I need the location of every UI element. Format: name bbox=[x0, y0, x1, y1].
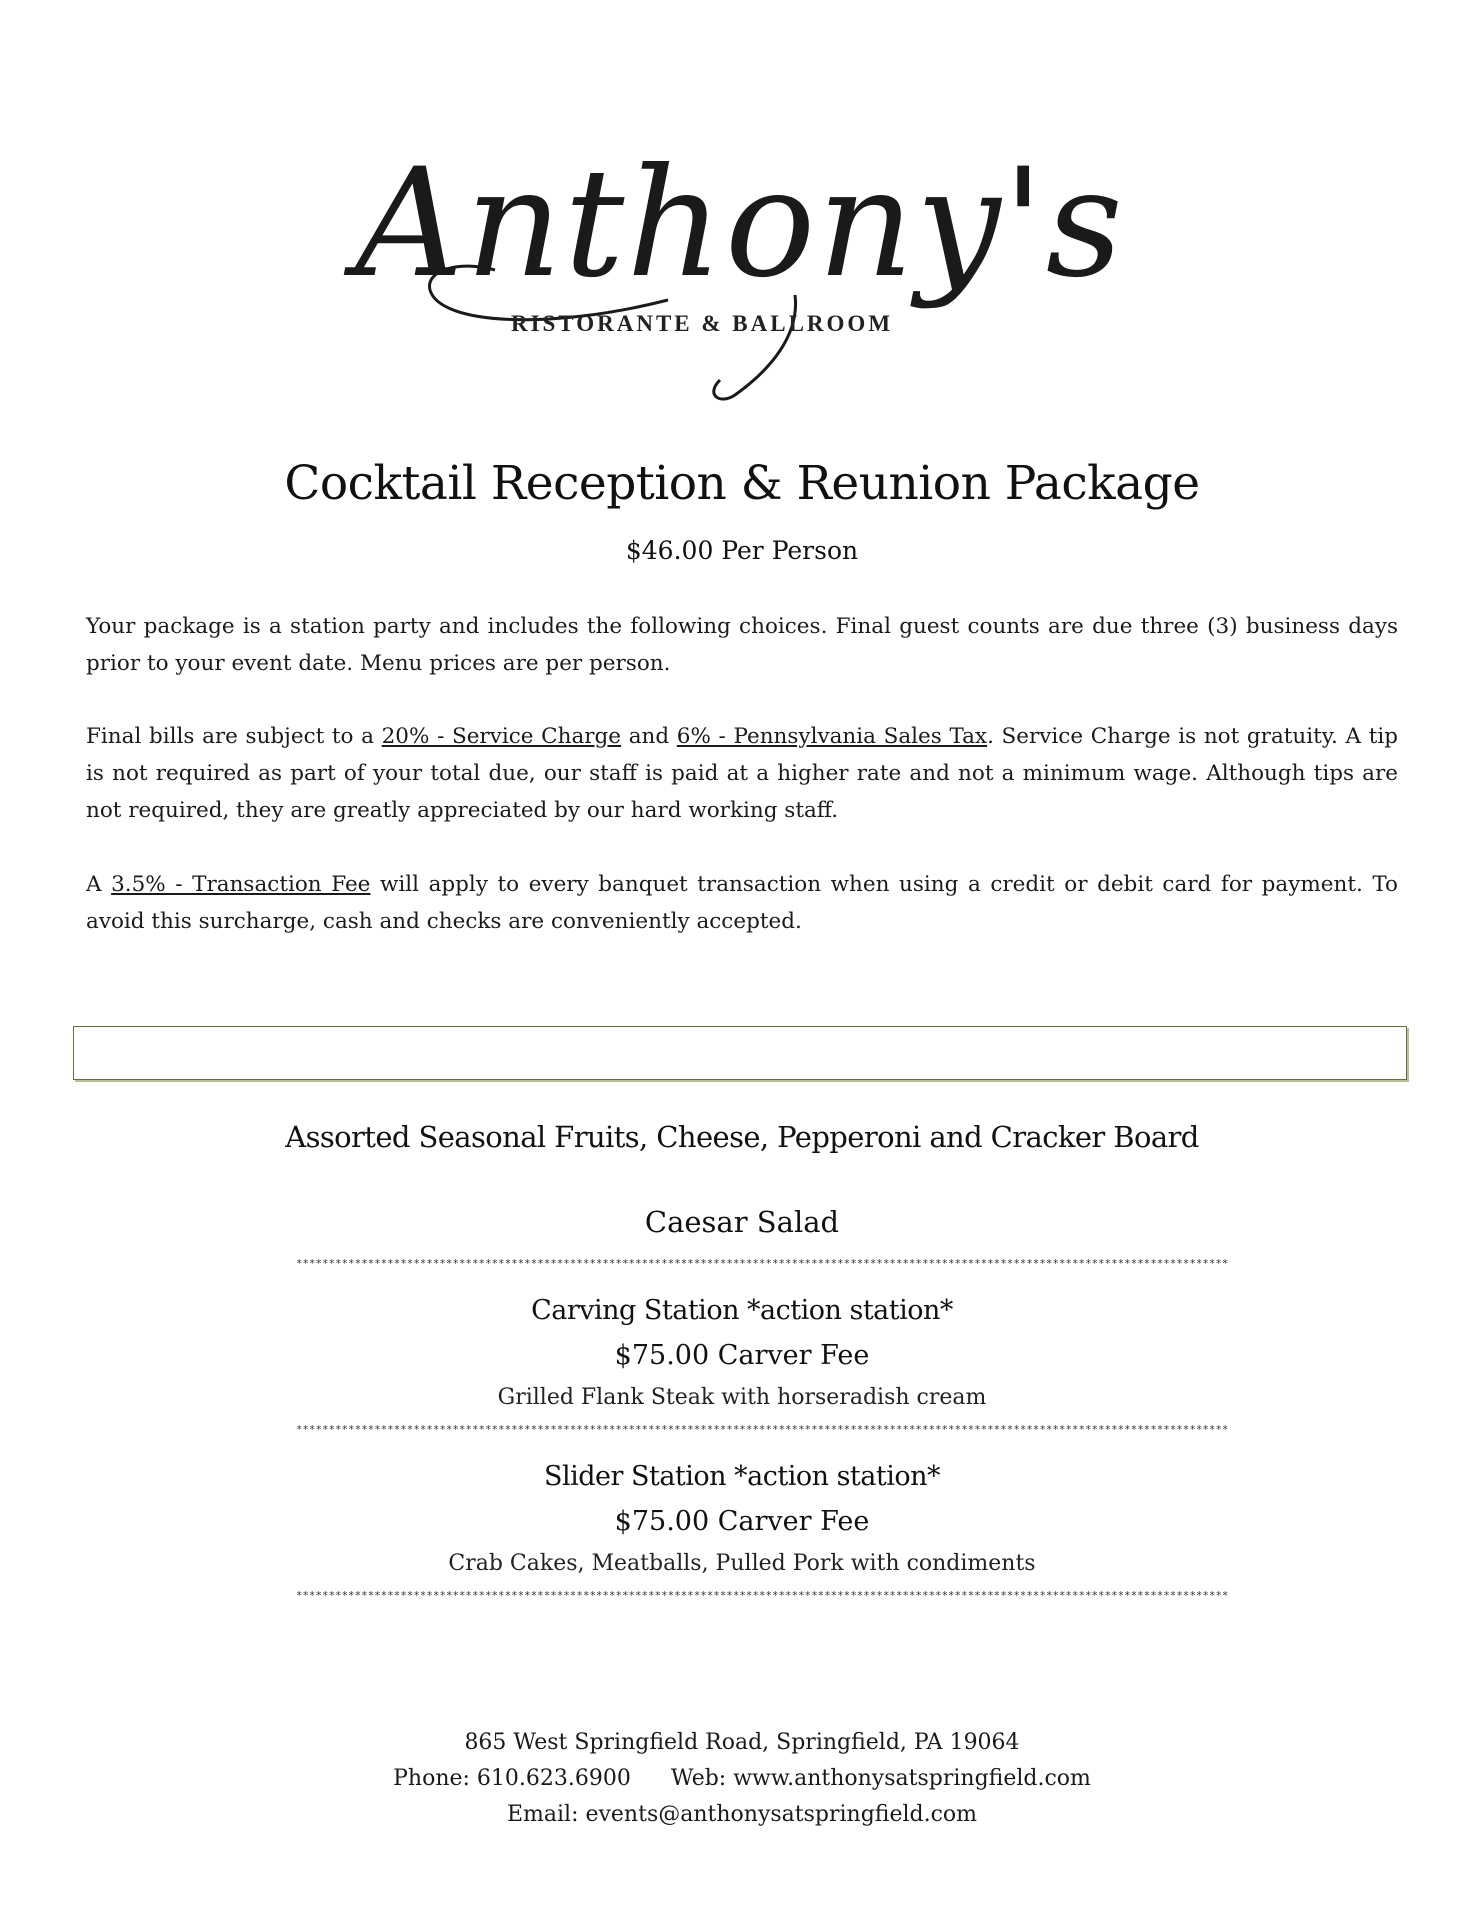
separator-line: *********************************************************************************************************************************************** bbox=[296, 1424, 1229, 1436]
fees-text-lead: Final bills are subject to a bbox=[86, 724, 382, 749]
menu-item-salad: Caesar Salad bbox=[644, 1205, 840, 1239]
restaurant-logo bbox=[355, 95, 1125, 415]
sales-tax-text: 6% - Pennsylvania Sales Tax bbox=[676, 724, 988, 749]
logo-subtitle: RISTORANTE & BALLROOM bbox=[510, 311, 894, 336]
slider-station-title: Slider Station *action station* bbox=[543, 1461, 941, 1492]
transaction-text-rest: will apply to every banquet transaction when using a credit or debit card for payment. To avoid this surcharge, cash and checks are conveniently accepted. bbox=[86, 872, 1398, 934]
footer-web-link[interactable]: Web: www.anthonysatspringfield.com bbox=[670, 1766, 1091, 1791]
footer-phone: Phone: 610.623.6900 bbox=[393, 1766, 631, 1791]
carving-station-title: Carving Station *action station* bbox=[531, 1295, 953, 1326]
intro-paragraph-fees bbox=[86, 718, 1398, 829]
empty-section-box bbox=[73, 1026, 1407, 1080]
carving-station-fee: $75.00 Carver Fee bbox=[614, 1340, 870, 1371]
separator-line: *********************************************************************************************************************************************** bbox=[296, 1258, 1229, 1270]
menu-item-board: Assorted Seasonal Fruits, Cheese, Pepperoni and Cracker Board bbox=[285, 1120, 1199, 1154]
service-charge-text: 20% - Service Charge bbox=[381, 724, 622, 749]
slider-station-description: Crab Cakes, Meatballs, Pulled Pork with condiments bbox=[448, 1551, 1036, 1576]
package-title: Cocktail Reception & Reunion Package bbox=[284, 456, 1200, 511]
fees-text-and: and bbox=[621, 724, 677, 749]
intro-paragraph-guest-counts: Your package is a station party and includes the following choices. Final guest counts are due three (3) business days prior to your event date. Menu prices are per person. bbox=[86, 614, 1398, 676]
intro-paragraph-transaction-fee bbox=[86, 866, 1398, 940]
transaction-fee-text: 3.5% - Transaction Fee bbox=[111, 872, 371, 897]
transaction-text-lead: A bbox=[86, 872, 112, 897]
logo-script-text: Anthony's bbox=[355, 137, 1125, 311]
logo-graphic bbox=[355, 95, 1125, 415]
separator-line: *********************************************************************************************************************************************** bbox=[296, 1590, 1229, 1602]
package-price: $46.00 Per Person bbox=[625, 536, 859, 565]
footer-email-link[interactable]: Email: events@anthonysatspringfield.com bbox=[506, 1802, 978, 1827]
footer-contact-line bbox=[0, 1766, 1484, 1791]
fees-text-rest: . Service Charge is not gratuity. A tip is not required as part of your total due, our staff is paid at a higher rate and not a minimum wage. Although tips are not required, they are greatly appreciated by our hard working staff. bbox=[86, 724, 1399, 823]
slider-station-fee: $75.00 Carver Fee bbox=[614, 1506, 870, 1537]
carving-station-description: Grilled Flank Steak with horseradish cream bbox=[497, 1385, 987, 1410]
footer-address: 865 West Springfield Road, Springfield, PA 19064 bbox=[464, 1730, 1020, 1755]
